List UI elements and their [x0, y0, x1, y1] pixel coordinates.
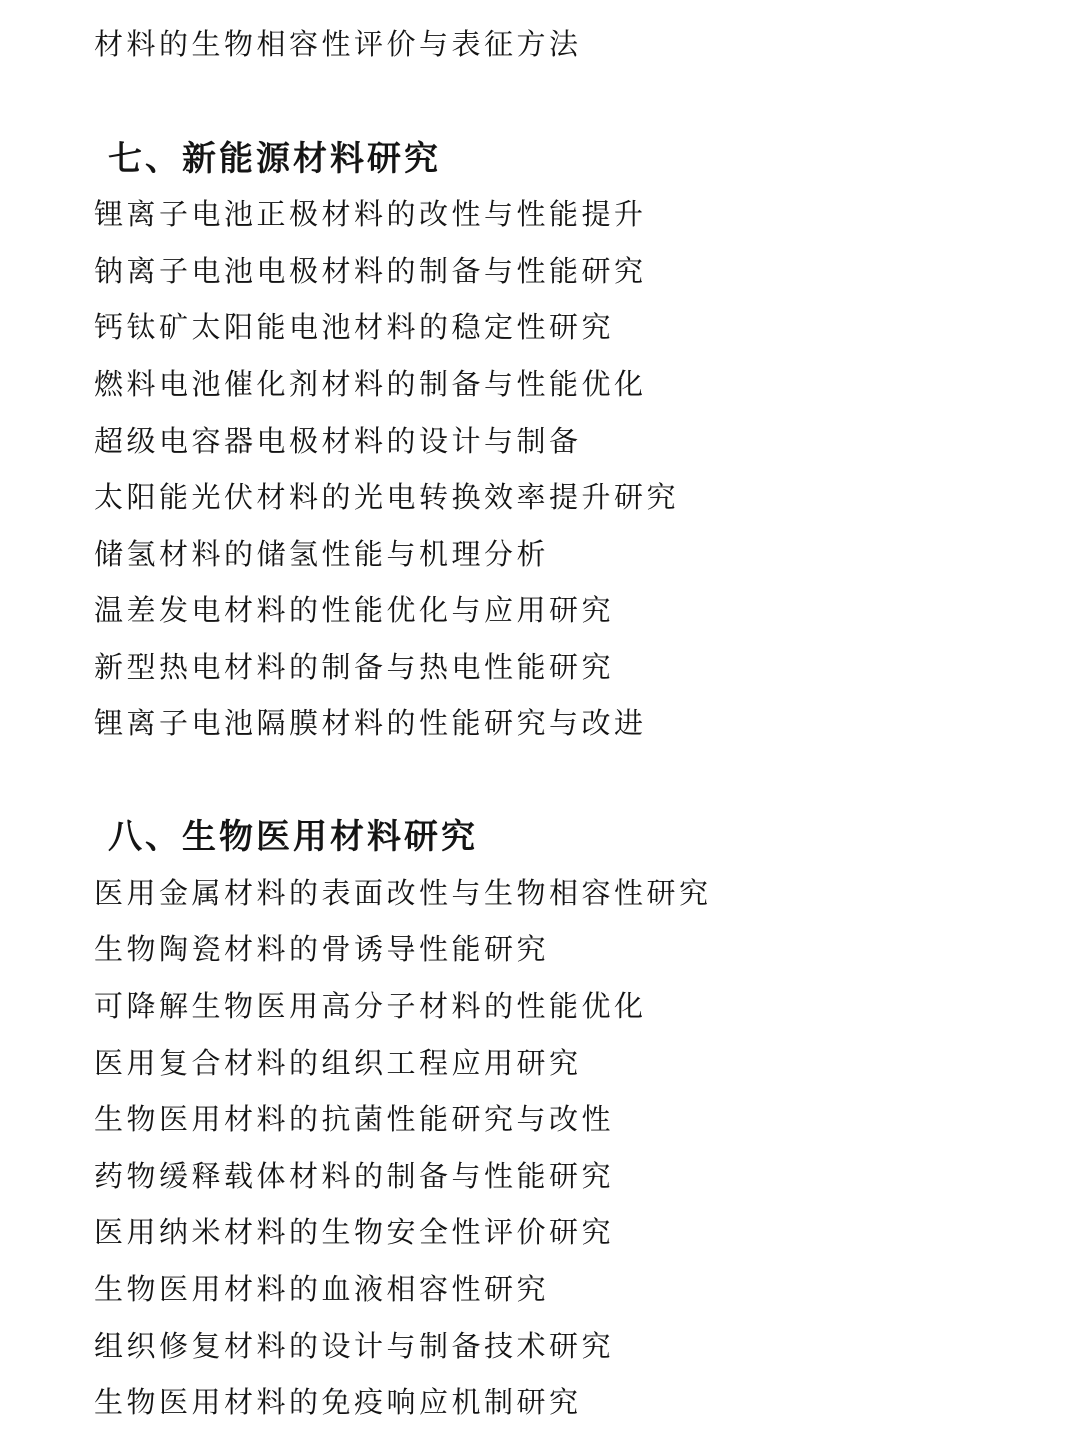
- list-item: 储氢材料的储氢性能与机理分析: [94, 537, 550, 571]
- list-item: 医用复合材料的组织工程应用研究: [94, 1046, 582, 1080]
- list-item: 生物陶瓷材料的骨诱导性能研究: [94, 932, 550, 966]
- list-item: 生物医用材料的血液相容性研究: [94, 1272, 550, 1306]
- list-item: 温差发电材料的性能优化与应用研究: [94, 593, 615, 627]
- section-heading-biomedical: 八、生物医用材料研究: [108, 817, 478, 857]
- list-item: 组织修复材料的设计与制备技术研究: [94, 1329, 615, 1363]
- list-item: 钠离子电池电极材料的制备与性能研究: [94, 254, 647, 288]
- list-item: 超级电容器电极材料的设计与制备: [94, 424, 582, 458]
- list-item: 生物医用材料的免疫响应机制研究: [94, 1385, 582, 1419]
- list-item: 可降解生物医用高分子材料的性能优化: [94, 989, 647, 1023]
- intro-line: 材料的生物相容性评价与表征方法: [94, 27, 582, 61]
- list-item: 医用金属材料的表面改性与生物相容性研究: [94, 876, 712, 910]
- list-item: 新型热电材料的制备与热电性能研究: [94, 650, 615, 684]
- list-item: 太阳能光伏材料的光电转换效率提升研究: [94, 480, 680, 514]
- list-item: 生物医用材料的抗菌性能研究与改性: [94, 1102, 615, 1136]
- list-item: 药物缓释载体材料的制备与性能研究: [94, 1159, 615, 1193]
- list-item: 锂离子电池正极材料的改性与性能提升: [94, 197, 647, 231]
- list-item: 锂离子电池隔膜材料的性能研究与改进: [94, 706, 647, 740]
- list-item: 钙钛矿太阳能电池材料的稳定性研究: [94, 310, 615, 344]
- list-item: 医用纳米材料的生物安全性评价研究: [94, 1215, 615, 1249]
- list-item: 燃料电池催化剂材料的制备与性能优化: [94, 367, 647, 401]
- section-heading-new-energy: 七、新能源材料研究: [108, 139, 441, 179]
